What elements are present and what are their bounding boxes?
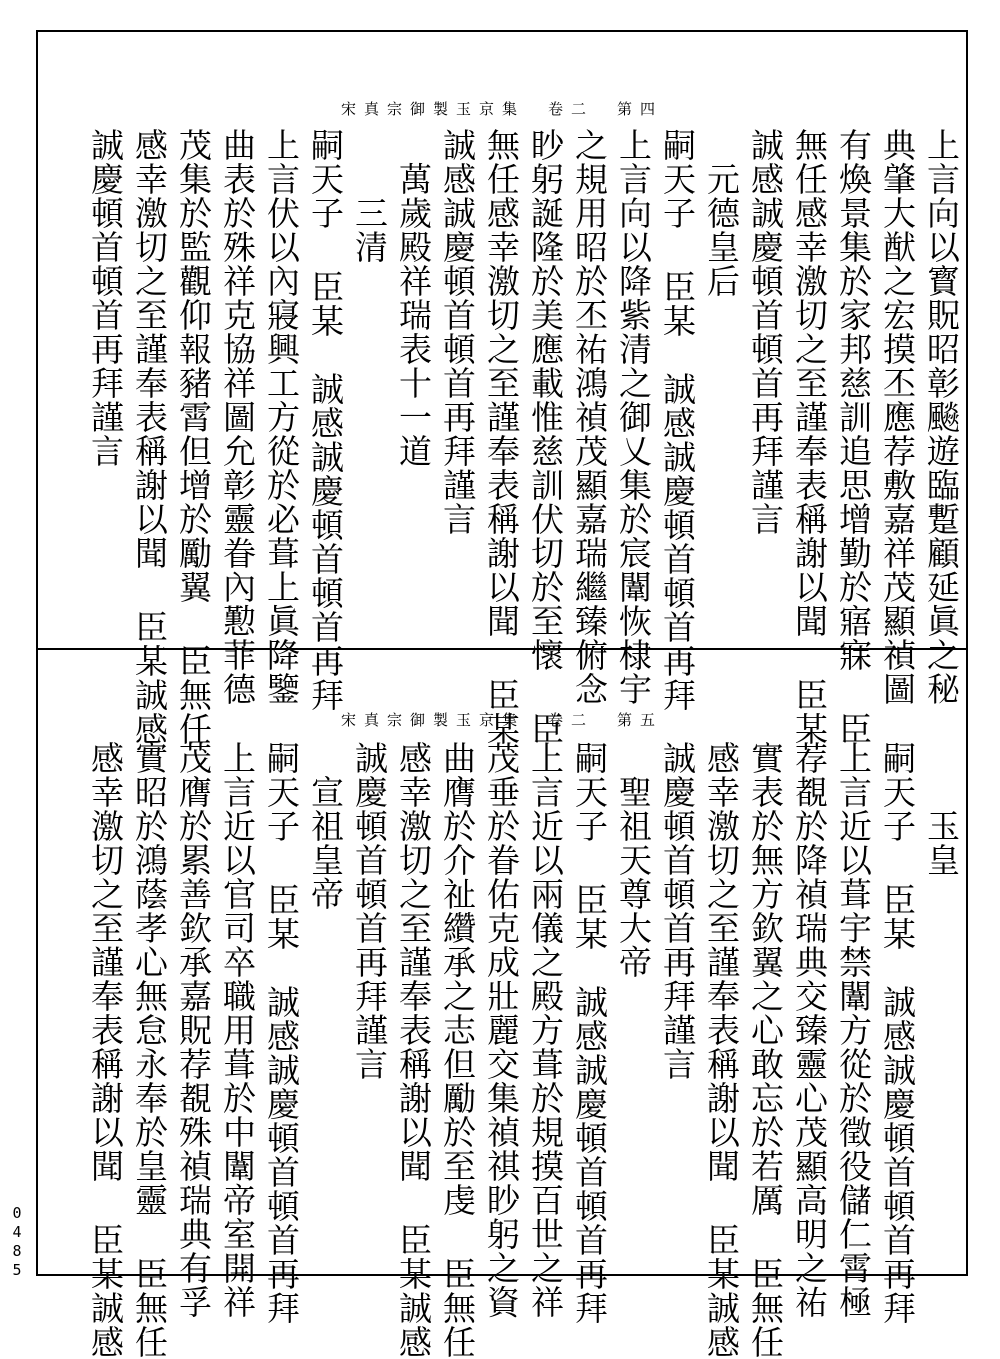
text-column: 上言近以葺宇禁闈方從於徵役儲仁霄極 <box>834 741 873 1319</box>
text-column: 感幸激切之至謹奉表稱謝以聞 臣某誠感 <box>130 128 169 746</box>
text-column: 嗣天子 臣某 誠感誠慶頓首頓首再拜 <box>306 128 345 712</box>
text-column: 無任感幸激切之至謹奉表稱謝以聞 臣某 <box>482 128 521 746</box>
text-column: 茂膺於累善欽承嘉貺荐覩殊禎瑞典有孚 <box>174 741 213 1319</box>
text-column: 上言近以官司卒職用葺於中闈帝室開祥 <box>218 741 257 1319</box>
text-column: 誠感誠慶頓首頓首再拜謹言 <box>438 128 477 536</box>
text-column: 嗣天子 臣某 誠感誠慶頓首頓首再拜 <box>262 741 301 1325</box>
text-column: 實表於無方欽翼之心敢忘於若厲 臣無任 <box>746 741 785 1359</box>
text-column: 萬歲殿祥瑞表十一道 <box>394 128 433 468</box>
text-column: 典肇大猷之宏摸丕應荐敷嘉祥茂顯禎圖 <box>878 128 917 706</box>
text-column: 有煥景集於家邦慈訓追思增勤於寤寐 臣 <box>834 128 873 746</box>
text-column: 之規用昭於丕祐鴻禎茂顯嘉瑞繼臻俯念 <box>570 128 609 706</box>
text-column: 玉皇 <box>922 741 961 877</box>
bottom-half <box>38 651 966 1359</box>
text-column: 宣祖皇帝 <box>306 741 345 911</box>
text-column: 荐覩於降禎瑞典交臻靈心茂顯高明之祐 <box>790 741 829 1319</box>
text-column: 上言向以降紫清之御乂集於宸闈恢棣宇 <box>614 128 653 706</box>
text-column: 誠感誠慶頓首頓首再拜謹言 <box>746 128 785 536</box>
text-column: 實昭於鴻蔭孝心無怠永奉於皇靈 臣無任 <box>130 741 169 1359</box>
text-column: 誠慶頓首頓首再拜謹言 <box>350 741 389 1081</box>
text-column: 上言近以兩儀之殿方葺於規摸百世之祥 <box>526 741 565 1319</box>
text-column: 曲表於殊祥克協祥圖允彰靈眷內懃菲德 <box>218 128 257 706</box>
text-column: 嗣天子 臣某 誠感誠慶頓首頓首再拜 <box>878 741 917 1325</box>
text-column: 茂垂於眷佑克成壯麗交集禎祺眇躬之資 <box>482 741 521 1319</box>
text-column: 上言向以寳貺昭彰飈遊臨蹔顧延眞之秘 <box>922 128 961 706</box>
text-column: 感幸激切之至謹奉表稱謝以聞 臣某誠感 <box>702 741 741 1359</box>
text-column: 曲膺於介祉纘承之志但勵於至虔 臣無任 <box>438 741 477 1359</box>
text-column: 聖祖天尊大帝 <box>614 741 653 979</box>
text-column: 無任感幸激切之至謹奉表稱謝以聞 臣某 <box>790 128 829 746</box>
running-header: 宋真宗御製玉京集 卷二 第四 <box>340 100 663 118</box>
text-column: 嗣天子 臣某 誠感誠慶頓首頓首再拜 <box>658 128 697 712</box>
text-column: 誠慶頓首頓首再拜謹言 <box>658 741 697 1081</box>
text-column: 上言伏以內寢興工方從於必葺上眞降鑒 <box>262 128 301 706</box>
text-column: 嗣天子 臣某 誠感誠慶頓首頓首再拜 <box>570 741 609 1325</box>
text-column: 三清 <box>350 128 389 264</box>
text-column: 誠慶頓首頓首再拜謹言 <box>86 128 125 468</box>
text-column: 眇躬誕隆於美應載惟慈訓伏切於至懷 臣 <box>526 128 565 746</box>
text-column: 茂集於監觀仰報豬霄但增於勵翼 臣無任 <box>174 128 213 746</box>
text-column: 元德皇后 <box>702 128 741 298</box>
text-column: 感幸激切之至謹奉表稱謝以聞 臣某誠感 <box>86 741 125 1359</box>
running-header: 宋真宗御製玉京集 卷二 第五 <box>340 711 663 729</box>
text-columns <box>86 741 960 1359</box>
text-column: 感幸激切之至謹奉表稱謝以聞 臣某誠感 <box>394 741 433 1359</box>
page-number: 0485 <box>8 1204 26 1280</box>
